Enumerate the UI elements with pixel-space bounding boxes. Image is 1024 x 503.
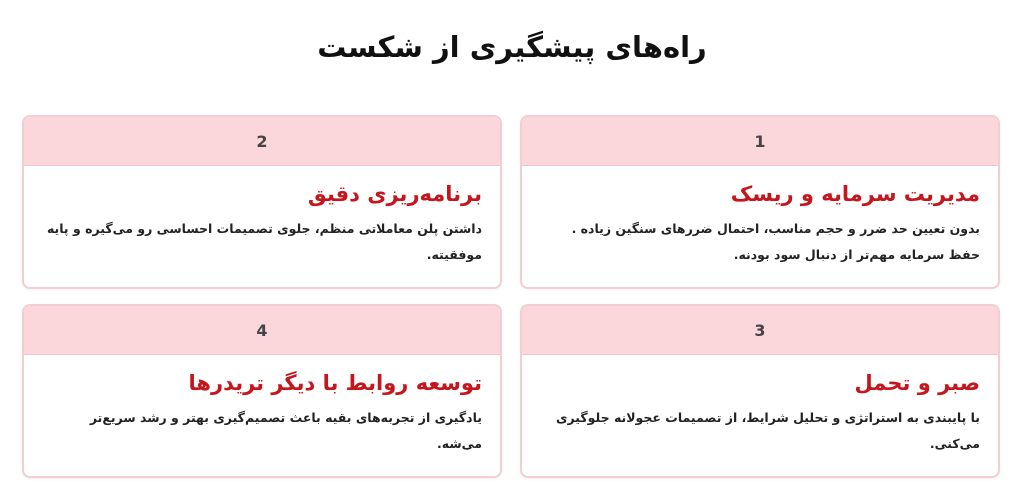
card-title: صبر و تحمل	[854, 371, 980, 395]
card-body	[24, 166, 500, 278]
card-description: داشتن پلن معاملاتی منظم، جلوی تصمیمات احساسی رو می‌گیره و پایه موفقیته.	[46, 221, 482, 262]
card-number-header: 2	[24, 117, 500, 166]
card-body	[24, 355, 500, 467]
card-patience	[520, 304, 1000, 478]
card-body	[522, 355, 998, 467]
card-body	[522, 166, 998, 278]
card-description: بدون تعیین حد ضرر و حجم مناسب، احتمال ضررهای سنگین زیاده . حفظ سرمایه مهم‌تر از دنبال سود بودنه.	[571, 221, 980, 262]
card-title: مدیریت سرمایه و ریسک	[730, 182, 980, 206]
card-trader-networking	[22, 304, 502, 478]
card-number-header: 1	[522, 117, 998, 166]
card-title: توسعه روابط با دیگر تریدرها	[188, 371, 482, 395]
card-description: با پایبندی به استراتژی و تحلیل شرایط، از تصمیمات عجولانه جلوگیری می‌کنی.	[556, 410, 980, 451]
card-precise-planning	[22, 115, 502, 289]
card-number-header: 3	[522, 306, 998, 355]
card-title: برنامه‌ریزی دقیق	[307, 182, 482, 206]
card-number-header: 4	[24, 306, 500, 355]
card-description: یادگیری از تجربه‌های بقیه باعث تصمیم‌گیری بهتر و رشد سریع‌تر می‌شه.	[89, 410, 482, 451]
card-money-risk-management	[520, 115, 1000, 289]
page-title: راه‌های پیشگیری از شکست	[317, 30, 707, 64]
